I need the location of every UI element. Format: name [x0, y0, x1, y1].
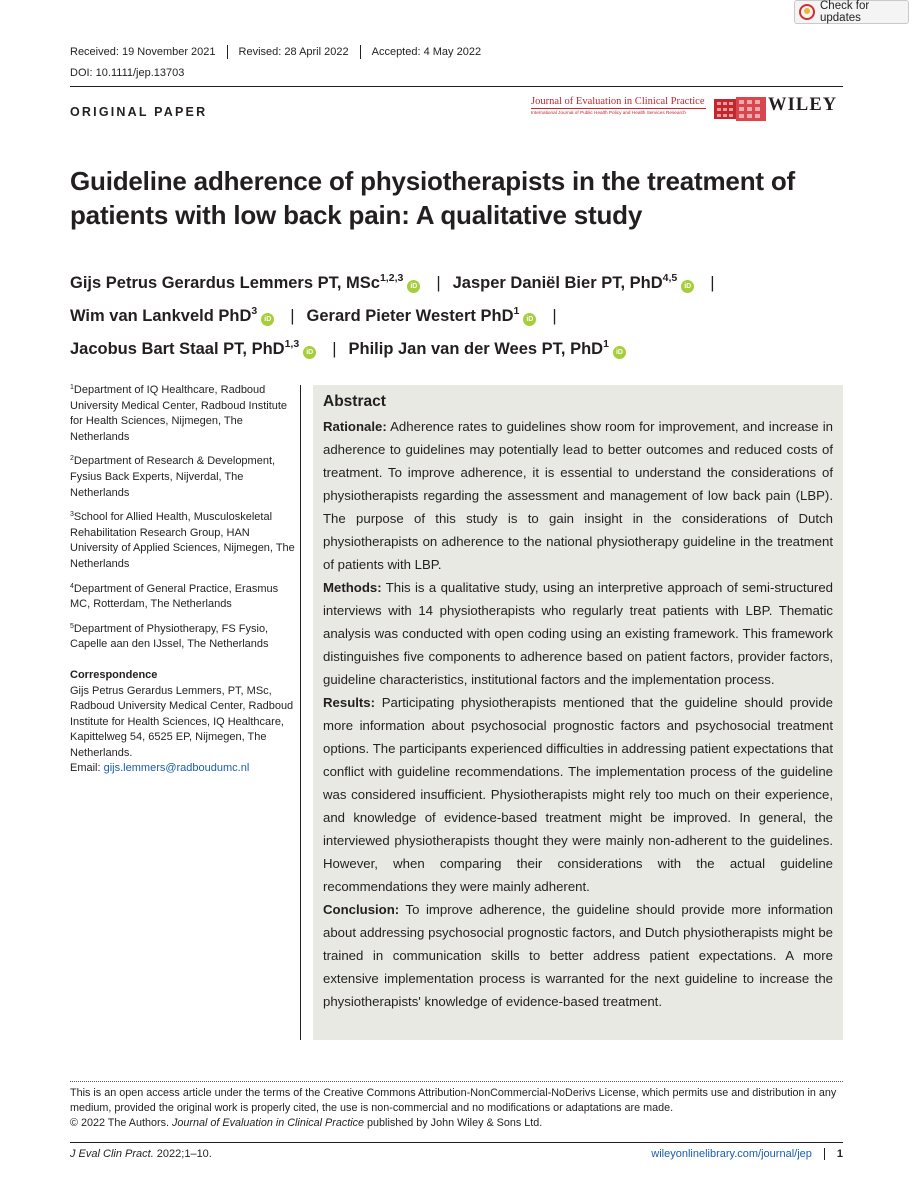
- rationale-text: Adherence rates to guidelines show room for improvement, and increase in adherence to guidelines may potentially lead to better outcomes and reduced costs of treatment. To improve adherence, it is essential to understand the considerations of physiotherapists regarding the assessment and management of low back pain (LBP). The purpose of this study is to gain insight in the considerations of Dutch physiotherapists on adherence to the national physiotherapy guideline in the treatment of patients with LBP.: [323, 419, 833, 572]
- check-for-updates-label: Check for updates: [820, 0, 870, 24]
- journal-logo: [531, 96, 706, 120]
- results-label: Results:: [323, 695, 376, 710]
- affiliation-text: Department of General Practice, Erasmus MC, Rotterdam, The Netherlands: [70, 582, 279, 611]
- orcid-icon[interactable]: iD: [303, 346, 316, 359]
- author-name[interactable]: Jacobus Bart Staal PT, PhD: [70, 340, 285, 358]
- affiliation: [70, 451, 295, 501]
- conclusion-label: Conclusion:: [323, 902, 400, 917]
- copyright-line: [70, 1116, 850, 1131]
- author-name[interactable]: Jasper Daniël Bier PT, PhD: [452, 274, 663, 292]
- copyright-journal: Journal of Evaluation in Clinical Practice: [172, 1117, 365, 1129]
- methods-label: Methods:: [323, 580, 382, 595]
- author-affiliation-sup: 1,2,3: [379, 272, 404, 284]
- affiliation-number: 5: [70, 622, 74, 630]
- copyright-prefix: © 2022 The Authors.: [70, 1117, 172, 1129]
- correspondence-email-line: [70, 761, 295, 777]
- abstract-box: [313, 385, 843, 1040]
- correspondence-text: Gijs Petrus Gerardus Lemmers, PT, MSc, Radboud University Medical Center, Radboud Institute for Health Sciences, IQ Healthcare, Kapittelweg 54, 6525 EP, Nijmegen, The Netherlands.: [70, 684, 294, 759]
- footer-rule: [70, 1142, 843, 1143]
- publisher-logo: WILEY: [768, 95, 838, 115]
- header-rule: [70, 86, 843, 87]
- column-divider: [300, 385, 301, 1040]
- affiliation: [70, 380, 295, 445]
- license-text: This is an open access article under the terms of the Creative Commons Attribution-NonCommercial-NoDerivs License, which permits use and distribution in any medium, provided the original work is properly cited, the use is non-commercial and no modifications or adaptations are made.: [70, 1087, 837, 1114]
- journal-logo-graphic-icon: [714, 97, 766, 121]
- journal-logo-title: Journal of Evaluation in Clinical Practice: [531, 96, 705, 107]
- correspondence-heading: Correspondence: [70, 668, 158, 681]
- footer-right: [651, 1148, 843, 1160]
- license-notice: [70, 1086, 850, 1131]
- orcid-icon[interactable]: iD: [523, 313, 536, 326]
- page-footer: [70, 1148, 843, 1160]
- affiliation-text: Department of IQ Healthcare, Radboud University Medical Center, Radboud Institute for Health Sciences, Nijmegen, The Netherlands: [70, 384, 288, 443]
- license-rule: [70, 1081, 843, 1082]
- author-name[interactable]: Gijs Petrus Gerardus Lemmers PT, MSc: [70, 274, 380, 292]
- crossmark-icon: [799, 4, 815, 20]
- affiliation: [70, 619, 295, 653]
- author-separator: |: [552, 307, 557, 325]
- abstract-results: [323, 691, 833, 898]
- orcid-icon[interactable]: iD: [407, 280, 420, 293]
- orcid-icon[interactable]: iD: [681, 280, 694, 293]
- author-name[interactable]: Philip Jan van der Wees PT, PhD: [348, 340, 604, 358]
- abstract-rationale: [323, 415, 833, 576]
- methods-text: This is a qualitative study, using an interpretive approach of semi-structured interviews with 14 physiotherapists who regularly treat patients with LBP. Thematic analysis was conducted with open coding using an existing framework. This framework distinguishes five components to adherence based on patient factors, provider factors, guideline characteristics, institutional factors and the implementation process.: [323, 580, 833, 687]
- author-separator: |: [290, 307, 295, 325]
- author-separator: |: [332, 340, 337, 358]
- affiliation-number: 3: [70, 511, 74, 519]
- citation-rest: 2022;1–10.: [153, 1148, 212, 1160]
- abstract-heading: Abstract: [323, 393, 386, 410]
- received-date: Received: 19 November 2021: [70, 45, 228, 59]
- rationale-label: Rationale:: [323, 419, 387, 434]
- email-label: Email:: [70, 762, 104, 775]
- results-text: Participating physiotherapists mentioned that the guideline should provide more information about psychosocial prognostic factors and psychosocial treatment options. The participants experienced difficulties in addressing patient expectations that conflict with guideline recommendations. The implementation process of the guideline was considered insufficient. Physiotherapists might rely too much on their experience, and knowledge of evidence-based treatment might be improved. In general, the interviewed physiotherapists thought they were mainly non-adherent to the guidelines. However, when comparing their considerations with the actual guideline recommendations they were mainly adherent.: [323, 695, 833, 894]
- revised-date: Revised: 28 April 2022: [239, 45, 361, 59]
- journal-logo-subtitle: International Journal of Public Health Policy and Health Services Research: [531, 110, 687, 115]
- author-affiliation-sup: 1: [603, 338, 609, 350]
- author-affiliation-sup: 1,3: [284, 338, 300, 350]
- footer-citation: [70, 1148, 212, 1160]
- affiliation-text: Department of Research & Development, Fysius Back Experts, Nijverdal, The Netherlands: [70, 455, 276, 499]
- affiliation-number: 2: [70, 455, 74, 463]
- section-label: ORIGINAL PAPER: [70, 105, 208, 119]
- journal-url-link[interactable]: wileyonlinelibrary.com/journal/jep: [651, 1148, 812, 1160]
- abstract-methods: [323, 576, 833, 691]
- affiliation-text: Department of Physiotherapy, FS Fysio, Capelle aan den IJssel, The Netherlands: [70, 622, 269, 651]
- copyright-suffix: published by John Wiley & Sons Ltd.: [364, 1117, 543, 1129]
- affiliation: [70, 507, 295, 572]
- check-for-updates-button[interactable]: [794, 0, 909, 24]
- affiliations-column: [70, 380, 295, 777]
- author-separator: |: [710, 274, 715, 292]
- author-list: [70, 264, 850, 363]
- author-name[interactable]: Wim van Lankveld PhD: [70, 307, 252, 325]
- citation-journal: J Eval Clin Pract.: [70, 1148, 154, 1160]
- email-link[interactable]: gijs.lemmers@radboudumc.nl: [103, 762, 250, 775]
- affiliation: [70, 579, 295, 613]
- conclusion-text: To improve adherence, the guideline should provide more information about addressing psychosocial prognostic factors, and Dutch physiotherapists might be trained in communication skills to better address patient expectations. A more extensive implementation process is warranted for the next guideline to increase the physiotherapists' knowledge of evidence-based treatment.: [323, 902, 833, 1009]
- author-affiliation-sup: 4,5: [662, 272, 678, 284]
- affiliation-number: 1: [70, 384, 74, 391]
- page-number: 1: [824, 1148, 843, 1160]
- history-dates: [70, 45, 503, 59]
- author-affiliation-sup: 1: [513, 305, 520, 317]
- abstract-conclusion: [323, 898, 833, 1013]
- doi: DOI: 10.1111/jep.13703: [70, 67, 185, 79]
- article-title: Guideline adherence of physiotherapists in the treatment of patients with low back pain: A qualitative study: [70, 166, 795, 230]
- orcid-icon[interactable]: iD: [613, 346, 626, 359]
- author-separator: |: [436, 274, 441, 292]
- author-affiliation-sup: 3: [251, 305, 258, 317]
- accepted-date: Accepted: 4 May 2022: [371, 46, 482, 58]
- author-name[interactable]: Gerard Pieter Westert PhD: [306, 307, 514, 325]
- affiliation-text: School for Allied Health, Musculoskeletal Rehabilitation Research Group, HAN University of Applied Sciences, Nijmegen, The Netherlands: [70, 511, 295, 570]
- orcid-icon[interactable]: iD: [261, 313, 274, 326]
- affiliation-number: 4: [70, 582, 74, 590]
